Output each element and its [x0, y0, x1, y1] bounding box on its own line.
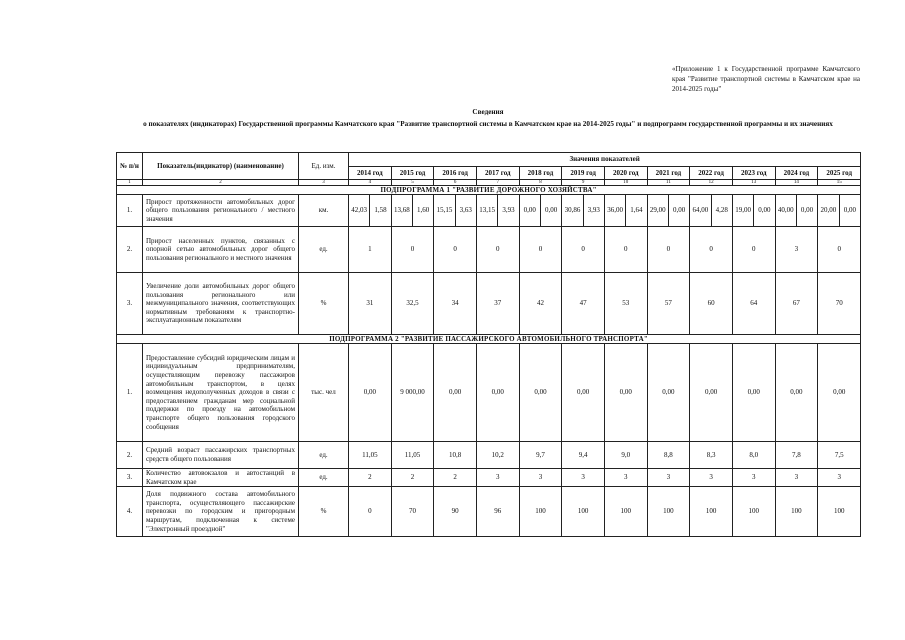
value-cell: 100 — [690, 487, 733, 537]
value-cell: 32,5 — [391, 273, 434, 335]
value-cell: 3 — [775, 227, 818, 273]
unit-cell: % — [299, 487, 349, 537]
table-row — [117, 273, 861, 335]
value-cell: 60 — [690, 273, 733, 335]
value-cell-regional: 40,00 — [775, 195, 796, 227]
column-index: 13 — [732, 180, 775, 186]
subprogram-2-heading: ПОДПРОГРАММА 2 "РАЗВИТИЕ ПАССАЖИРСКОГО АВТОМОБИЛЬНОГО ТРАНСПОРТА" — [117, 335, 861, 344]
column-index: 14 — [775, 180, 818, 186]
value-cell-local: 3,93 — [498, 195, 519, 227]
table-row — [117, 487, 861, 537]
header-values: Значения показателей — [349, 153, 861, 167]
value-cell: 70 — [818, 273, 861, 335]
value-cell: 90 — [434, 487, 477, 537]
year-header: 2014 год — [349, 167, 392, 180]
indicator-name: Предоставление субсидий юридическим лицам и индивидуальным предпринимателям, осуществляющим перевозку пассажиров автомобильным транспортом, в целях возмещения недополученных доходов в связи с предоставлением гражданам мер социальной поддержки по проезду на автомобильном транспорте общего пользования городского сообщения — [143, 344, 299, 442]
value-cell: 100 — [818, 487, 861, 537]
value-cell: 47 — [562, 273, 605, 335]
year-header: 2015 год — [391, 167, 434, 180]
value-cell-local: 0,00 — [540, 195, 561, 227]
value-cell: 8,3 — [690, 442, 733, 469]
value-cell: 2 — [434, 469, 477, 487]
value-cell: 3 — [476, 469, 519, 487]
value-cell-regional: 13,15 — [476, 195, 497, 227]
value-cell-regional: 19,00 — [732, 195, 753, 227]
value-cell: 10,8 — [434, 442, 477, 469]
value-cell: 2 — [391, 469, 434, 487]
value-cell: 10,2 — [476, 442, 519, 469]
value-cell: 11,05 — [349, 442, 392, 469]
value-cell-regional: 42,03 — [349, 195, 370, 227]
year-header: 2025 год — [818, 167, 861, 180]
value-cell: 0 — [818, 227, 861, 273]
column-index: 8 — [519, 180, 562, 186]
column-index: 15 — [818, 180, 861, 186]
value-cell: 0,00 — [647, 344, 690, 442]
value-cell: 96 — [476, 487, 519, 537]
value-cell: 67 — [775, 273, 818, 335]
value-cell: 37 — [476, 273, 519, 335]
column-index: 11 — [647, 180, 690, 186]
indicator-name: Доля подвижного состава автомобильного транспорта, осуществляющего пассажирские перевозки по городским и пригородным маршрутам, подключенная к системе "Электронный проездной" — [143, 487, 299, 537]
value-cell-local: 1,60 — [412, 195, 433, 227]
subprogram-1-heading: ПОДПРОГРАММА 1 "РАЗВИТИЕ ДОРОЖНОГО ХОЗЯЙСТВА" — [117, 186, 861, 195]
value-cell-regional: 15,15 — [434, 195, 455, 227]
value-cell: 53 — [604, 273, 647, 335]
value-cell: 3 — [775, 469, 818, 487]
table-row — [117, 442, 861, 469]
value-cell: 42 — [519, 273, 562, 335]
table-row — [117, 227, 861, 273]
year-header: 2021 год — [647, 167, 690, 180]
unit-cell: % — [299, 273, 349, 335]
value-cell: 0 — [732, 227, 775, 273]
value-cell: 0,00 — [434, 344, 477, 442]
table-row — [117, 195, 861, 227]
indicators-table — [116, 152, 861, 537]
year-header: 2020 год — [604, 167, 647, 180]
value-cell: 100 — [562, 487, 605, 537]
appendix-note: «Приложение 1 к Государственной программе Камчатского края "Развитие транспортной системы в Камчатском крае на 2014-2025 годы" — [672, 65, 860, 93]
value-cell: 0 — [349, 487, 392, 537]
unit-cell: ед. — [299, 442, 349, 469]
header-unit: Ед. изм. — [299, 153, 349, 180]
value-cell: 0,00 — [604, 344, 647, 442]
column-index: 4 — [349, 180, 392, 186]
value-cell: 100 — [647, 487, 690, 537]
value-cell: 0,00 — [690, 344, 733, 442]
value-cell: 0,00 — [775, 344, 818, 442]
value-cell: 7,5 — [818, 442, 861, 469]
column-index: 6 — [434, 180, 477, 186]
value-cell: 3 — [732, 469, 775, 487]
value-cell: 8,8 — [647, 442, 690, 469]
document-title: Сведения — [472, 108, 504, 116]
value-cell: 2 — [349, 469, 392, 487]
indicator-name: Средний возраст пассажирских транспортных средств общего пользования — [143, 442, 299, 469]
row-number: 4. — [117, 487, 143, 537]
column-index: 10 — [604, 180, 647, 186]
value-cell: 9,0 — [604, 442, 647, 469]
value-cell-local: 0,00 — [796, 195, 817, 227]
value-cell-local: 0,00 — [754, 195, 775, 227]
value-cell: 0 — [690, 227, 733, 273]
value-cell: 0,00 — [562, 344, 605, 442]
value-cell: 3 — [690, 469, 733, 487]
table-row — [117, 469, 861, 487]
value-cell: 0,00 — [519, 344, 562, 442]
value-cell: 7,8 — [775, 442, 818, 469]
indicator-name: Прирост протяженности автомобильных дорог общего пользования регионального / местного значения — [143, 195, 299, 227]
year-header: 2019 год — [562, 167, 605, 180]
value-cell: 3 — [818, 469, 861, 487]
year-header: 2024 год — [775, 167, 818, 180]
row-number: 3. — [117, 469, 143, 487]
value-cell-regional: 30,86 — [562, 195, 583, 227]
value-cell-regional: 0,00 — [519, 195, 540, 227]
value-cell: 0,00 — [732, 344, 775, 442]
value-cell: 9 000,00 — [391, 344, 434, 442]
value-cell: 3 — [647, 469, 690, 487]
value-cell: 0,00 — [349, 344, 392, 442]
unit-cell: ед. — [299, 227, 349, 273]
unit-cell: км. — [299, 195, 349, 227]
table-row — [117, 344, 861, 442]
column-index: 5 — [391, 180, 434, 186]
year-header: 2018 год — [519, 167, 562, 180]
value-cell-local: 4,28 — [711, 195, 732, 227]
value-cell-regional: 36,00 — [604, 195, 625, 227]
row-number: 2. — [117, 442, 143, 469]
indicator-name: Количество автовокзалов и автостанций в Камчатском крае — [143, 469, 299, 487]
value-cell: 0 — [647, 227, 690, 273]
indicator-name: Прирост населенных пунктов, связанных с опорной сетью автомобильных дорог общего пользования регионального и местного значения — [143, 227, 299, 273]
value-cell: 100 — [732, 487, 775, 537]
unit-cell: ед. — [299, 469, 349, 487]
value-cell-local: 0,00 — [839, 195, 861, 227]
year-header: 2022 год — [690, 167, 733, 180]
column-index: 1 — [117, 180, 143, 186]
value-cell: 100 — [604, 487, 647, 537]
document-subtitle: о показателях (индикаторах) Государственной программы Камчатского края "Развитие транспортной системы в Камчатском крае на 2014-2025 годы" и подпрограмм государственной программы и их значениях — [143, 120, 833, 128]
row-number: 2. — [117, 227, 143, 273]
year-header: 2016 год — [434, 167, 477, 180]
value-cell: 3 — [604, 469, 647, 487]
value-cell-regional: 20,00 — [818, 195, 839, 227]
value-cell: 9,4 — [562, 442, 605, 469]
value-cell: 34 — [434, 273, 477, 335]
value-cell-local: 1,58 — [370, 195, 391, 227]
value-cell-local: 0,00 — [668, 195, 689, 227]
value-cell: 11,05 — [391, 442, 434, 469]
value-cell: 0 — [519, 227, 562, 273]
column-index: 7 — [476, 180, 519, 186]
value-cell: 0 — [604, 227, 647, 273]
value-cell: 8,0 — [732, 442, 775, 469]
value-cell: 31 — [349, 273, 392, 335]
value-cell: 9,7 — [519, 442, 562, 469]
header-indicator: Показатель(индикатор) (наименование) — [143, 153, 299, 180]
value-cell: 64 — [732, 273, 775, 335]
year-header: 2023 год — [732, 167, 775, 180]
column-index: 3 — [299, 180, 349, 186]
value-cell-local: 3,93 — [583, 195, 604, 227]
unit-cell: тыс. чел — [299, 344, 349, 442]
value-cell: 3 — [519, 469, 562, 487]
value-cell: 0,00 — [818, 344, 861, 442]
row-number: 1. — [117, 195, 143, 227]
row-number: 1. — [117, 344, 143, 442]
value-cell: 0,00 — [476, 344, 519, 442]
value-cell: 3 — [562, 469, 605, 487]
column-index: 9 — [562, 180, 605, 186]
value-cell: 0 — [562, 227, 605, 273]
value-cell: 70 — [391, 487, 434, 537]
column-index: 12 — [690, 180, 733, 186]
value-cell: 100 — [519, 487, 562, 537]
value-cell: 57 — [647, 273, 690, 335]
value-cell: 0 — [476, 227, 519, 273]
value-cell: 0 — [391, 227, 434, 273]
value-cell-regional: 13,68 — [391, 195, 412, 227]
value-cell: 0 — [434, 227, 477, 273]
value-cell: 1 — [349, 227, 392, 273]
header-num: № п/н — [117, 153, 143, 180]
column-index: 2 — [143, 180, 299, 186]
value-cell-regional: 64,00 — [690, 195, 711, 227]
value-cell-local: 3,63 — [455, 195, 476, 227]
row-number: 3. — [117, 273, 143, 335]
indicator-name: Увеличение доли автомобильных дорог общего пользования регионального или межмуниципального значения, соответствующих нормативным требованиям к транспортно-эксплуатационным показателям — [143, 273, 299, 335]
value-cell-regional: 29,00 — [647, 195, 668, 227]
value-cell-local: 1,64 — [626, 195, 647, 227]
year-header: 2017 год — [476, 167, 519, 180]
value-cell: 100 — [775, 487, 818, 537]
